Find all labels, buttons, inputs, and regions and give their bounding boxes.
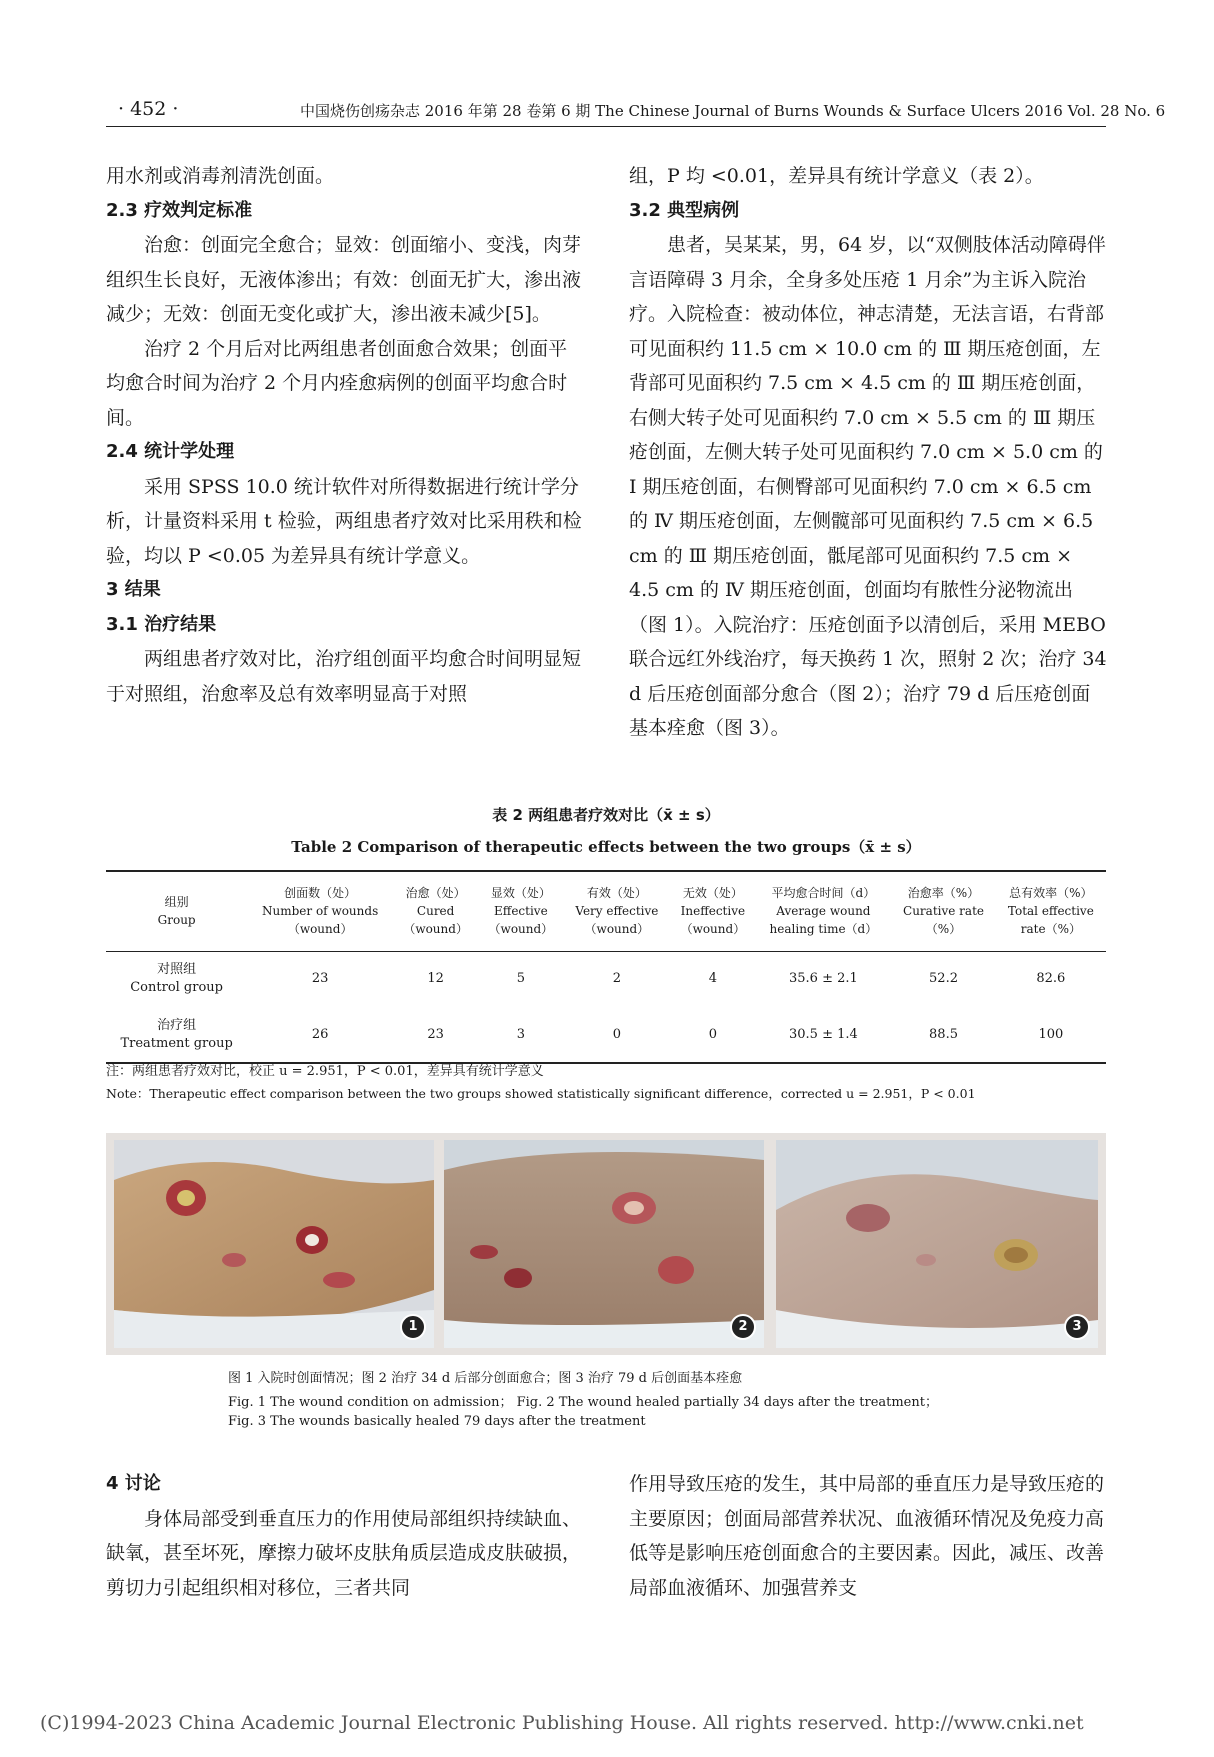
figure-caption-en-1: Fig. 1 The wound condition on admission； Fig. 2 The wound healed partially 34 days after the treatment；	[228, 1395, 938, 1410]
figure-caption-en-2: Fig. 3 The wounds basically healed 79 days after the treatment	[228, 1414, 646, 1429]
copyright-footer: (C)1994-2023 China Academic Journal Electronic Publishing House. All rights reserved. http://www.cnki.net	[40, 1712, 1084, 1734]
section-heading: 2.4 统计学处理	[106, 441, 235, 462]
table-cell: 23	[393, 1007, 478, 1063]
table-cell: 23	[311, 971, 329, 987]
paragraph: 用水剂或消毒剂清洗创面。	[106, 165, 335, 187]
paragraph: 身体局部受到垂直压力的作用使局部组织持续缺血、缺氧，甚至坏死，摩擦力破坏皮肤角质层造成皮肤破损，剪切力引起组织相对移位，三者共同	[106, 1507, 582, 1599]
header-cured: 治愈（处） Cured （wound）	[393, 871, 478, 951]
paragraph: 两组患者疗效对比，治疗组创面平均愈合时间明显短于对照组，治愈率及总有效率明显高于对照	[106, 648, 582, 705]
figure-panel	[106, 1133, 1106, 1355]
header-healing-time: 平均愈合时间（d） Average wound healing time（d）	[756, 871, 892, 951]
table-cell: 30.5 ± 1.4	[756, 1007, 892, 1063]
section-heading: 3.1 治疗结果	[106, 613, 217, 635]
header-curative-rate: 治愈率（%） Curative rate （%）	[891, 871, 995, 951]
paragraph: 治疗 2 个月后对比两组患者创面愈合效果；创面平均愈合时间为治疗 2 个月内痊愈病例的创面平均愈合时间。	[106, 337, 568, 429]
left-column	[106, 159, 586, 711]
section-heading: 2.3 疗效判定标准	[106, 199, 253, 221]
table-title-en: Table 2 Comparison of therapeutic effects between the two groups（x̄ ± s）	[291, 838, 921, 856]
table-cell: 52.2	[929, 971, 958, 987]
paragraph: 治愈：创面完全愈合；显效：创面缩小、变浅，肉芽组织生长良好，无液体渗出；有效：创面无扩大，渗出液减少；无效：创面无变化或扩大，渗出液未减少[5]。	[106, 234, 582, 325]
header-ineffective: 无效（处） Ineffective （wound）	[670, 871, 755, 951]
wound-photo-79-days	[776, 1140, 1098, 1348]
table-title-cn: 表 2 两组患者疗效对比（x̄ ± s）	[492, 806, 720, 824]
table-cell: 26	[247, 1007, 393, 1063]
wound-photo-34-days	[444, 1140, 764, 1348]
header-group: 组别 Group	[106, 871, 247, 951]
table-cell: 4	[708, 971, 718, 987]
table-cell: 2	[612, 971, 622, 987]
header-total-effective: 总有效率（%） Total effective rate（%）	[996, 871, 1106, 951]
header-very-effective: 有效（处） Very effective （wound）	[563, 871, 670, 951]
table-cell: 0	[563, 1007, 670, 1063]
section-heading: 3 结果	[106, 579, 161, 600]
table-cell: 5	[516, 971, 525, 987]
figure-label-1: 1	[400, 1314, 426, 1340]
table-cell: 100	[996, 1007, 1106, 1063]
right-column	[629, 159, 1107, 746]
table-row	[106, 1007, 1106, 1063]
left-column-bottom	[106, 1467, 586, 1605]
table-cell: 88.5	[891, 1007, 995, 1063]
group-cell: 对照组 Control group	[130, 962, 223, 996]
table-cell: 35.6 ± 2.1	[789, 971, 858, 987]
table-cell: 82.6	[1036, 971, 1066, 987]
table-cell: 12	[427, 971, 444, 987]
table-header-row	[106, 871, 1106, 951]
paragraph: 患者，吴某某，男，64 岁，以“双侧肢体活动障碍伴言语障碍 3 月余，全身多处压疮 1 月余”为主诉入院治疗。入院检查：被动体位，神志清楚，无法言语，右背部可见面积约 11.5 cm × 10.0 cm 的 Ⅲ 期压疮创面，左背部可见面积约 7.5 cm × 4.5 cm 的 Ⅲ 期压疮创面，右侧大转子处可见面积约 7.0 cm × 5.5 cm 的 Ⅲ 期压疮创面，左侧大转子处可见面积约 7.0 cm × 5.0 cm 的 Ⅰ 期压疮创面，右侧臀部可见面积约 7.0 cm × 6.5 cm 的 Ⅳ 期压疮创面，左侧髋部可见面积约 7.5 cm × 6.5 cm 的 Ⅲ 期压疮创面，骶尾部可见面积约 7.5 cm × 4.5 cm 的 Ⅳ 期压疮创面，创面均有脓性分泌物流出（图 1）。入院治疗：压疮创面予以清创后，采用 MEBO 联合远红外线治疗，每天换药 1 次，照射 2 次；治疗 34 d 后压疮创面部分愈合（图 2）；治疗 79 d 后压疮创面基本痊愈（图 3）。	[629, 234, 1107, 739]
figure-label-3: 3	[1064, 1314, 1090, 1340]
table-cell: 3	[478, 1007, 563, 1063]
header-rule	[106, 126, 1106, 127]
section-heading: 3.2 典型病例	[629, 199, 740, 221]
table-cell: 0	[670, 1007, 755, 1063]
section-heading: 4 讨论	[106, 1473, 161, 1494]
paragraph: 作用导致压疮的发生，其中局部的垂直压力是导致压疮的主要原因；创面局部营养状况、血液循环情况及免疫力高低等是影响压疮创面愈合的主要因素。因此，减压、改善局部血液循环、加强营养支	[629, 1473, 1105, 1599]
page-number: · 452 ·	[118, 98, 179, 120]
table-note-cn: 注：两组患者疗效对比，校正 u = 2.951，P < 0.01，差异具有统计学意义	[106, 1064, 544, 1079]
paragraph: 采用 SPSS 10.0 统计软件对所得数据进行统计学分析，计量资料采用 t 检验，两组患者疗效对比采用秩和检验，均以 P <0.05 为差异具有统计学意义。	[106, 475, 582, 567]
paragraph: 组，P 均 <0.01，差异具有统计学意义（表 2）。	[629, 165, 1044, 187]
header-effective: 显效（处） Effective （wound）	[478, 871, 563, 951]
figure-caption-cn: 图 1 入院时创面情况；图 2 治疗 34 d 后部分创面愈合；图 3 治疗 79 d 后创面基本痊愈	[228, 1371, 743, 1386]
figure-label-2: 2	[730, 1314, 756, 1340]
group-cell: 治疗组 Treatment group	[106, 1007, 247, 1063]
wound-photo-admission	[114, 1140, 434, 1348]
table-row	[106, 951, 1106, 1007]
table-note-en: Note：Therapeutic effect comparison between the two groups showed statistically significant difference，corrected u = 2.951，P < 0.01	[106, 1086, 976, 1101]
header-wounds: 创面数（处） Number of wounds （wound）	[247, 871, 393, 951]
right-column-bottom	[629, 1467, 1107, 1605]
running-header: 中国烧伤创疡杂志 2016 年第 28 卷第 6 期 The Chinese Journal of Burns Wounds & Surface Ulcers 2016 Vol. 28 No. 6	[300, 102, 1166, 120]
results-table	[106, 870, 1106, 1064]
